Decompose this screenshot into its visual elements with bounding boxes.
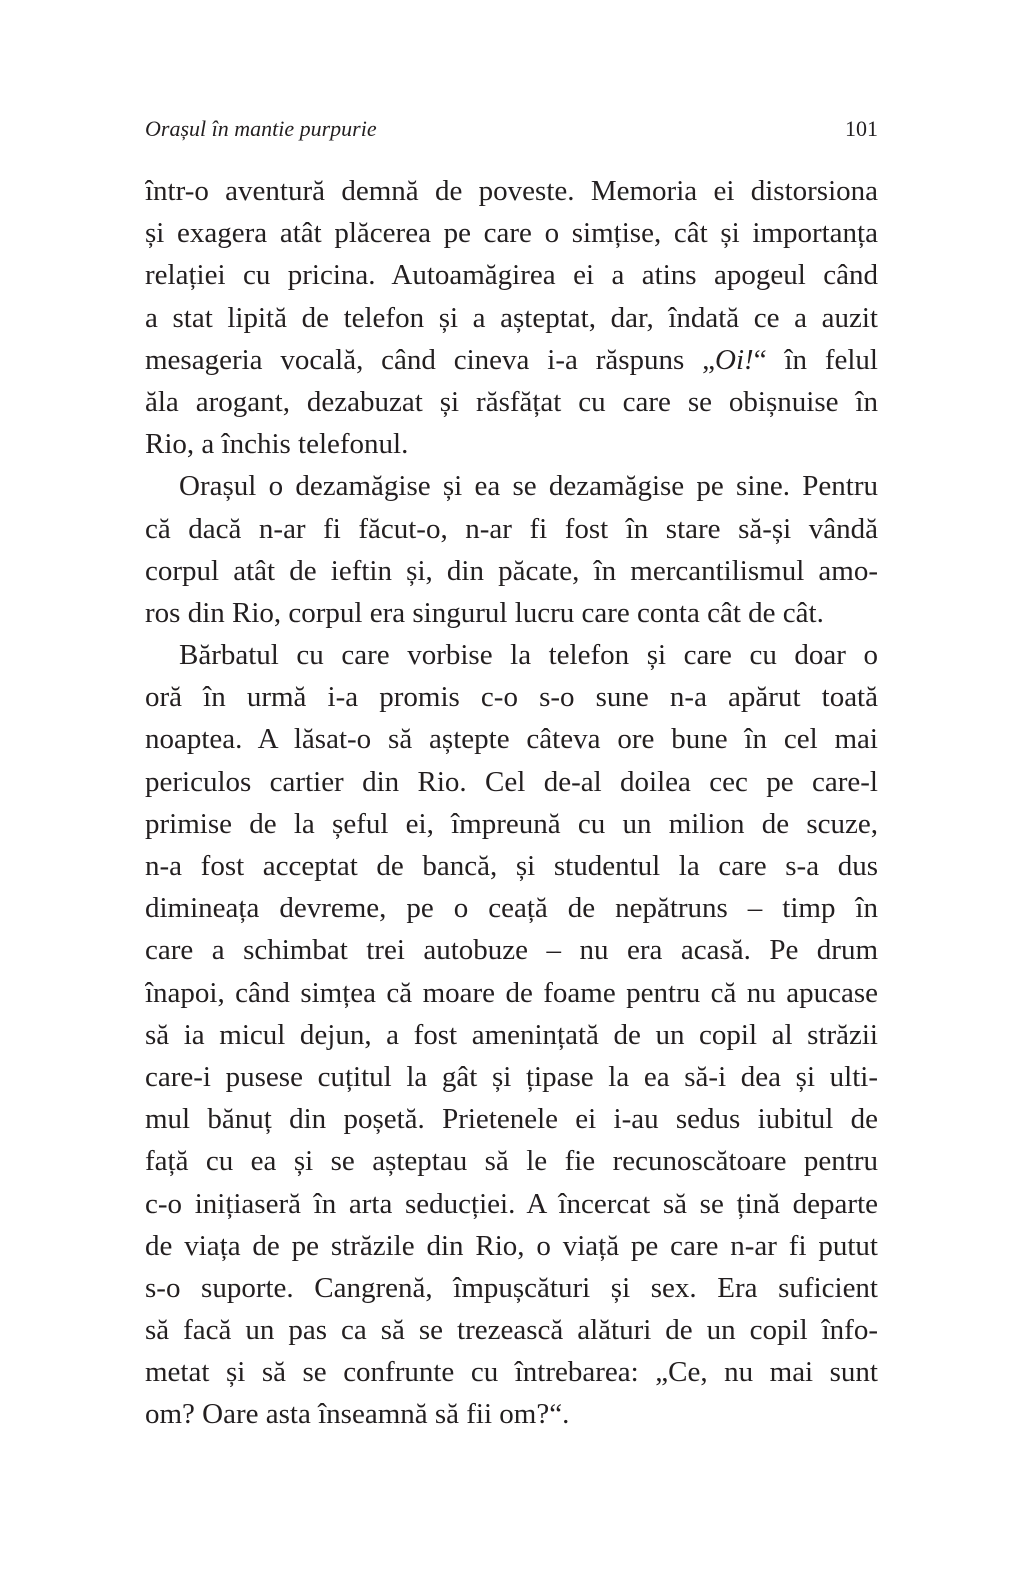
text-line: înapoi, când simțea că moare de foame pentru că nu apucase	[145, 976, 878, 1009]
text-line: de viața de pe străzile din Rio, o viață pe care n-ar fi putut	[145, 1229, 878, 1262]
paragraph	[145, 170, 878, 465]
text-line: să ia micul dejun, a fost amenințată de un copil al străzii	[145, 1018, 878, 1051]
text-line: periculos cartier din Rio. Cel de-al doilea cec pe care-l	[145, 765, 878, 798]
text-line: ăla arogant, dezabuzat și răsfățat cu care se obișnuise în	[145, 385, 878, 418]
text-line: dimineața devreme, pe o ceață de nepătruns – timp în	[145, 892, 878, 925]
text-line: să facă un pas ca să se trezească alături de un copil înfo-	[145, 1314, 878, 1347]
text-line: Rio, a închis telefonul.	[145, 428, 409, 461]
text-line: oră în urmă i-a promis c-o s-o sune n-a apărut toată	[145, 681, 878, 714]
paragraph	[145, 634, 878, 1436]
text-segment: “ în felul	[753, 343, 878, 376]
text-line: că dacă n-ar fi făcut-o, n-ar fi fost în stare să-și vândă	[145, 512, 878, 545]
text-line: într-o aventură demnă de poveste. Memoria ei distorsiona	[145, 175, 878, 207]
paragraph	[145, 465, 878, 634]
text-line: corpul atât de ieftin și, din păcate, în mercantilismul amo-	[145, 554, 878, 587]
text-line: față cu ea și se așteptau să le fie recunoscătoare pentru	[145, 1145, 878, 1178]
body-text	[145, 170, 878, 1436]
text-line: noaptea. A lăsat-o să aștepte câteva ore bune în cel mai	[145, 723, 878, 756]
text-line: relației cu pricina. Autoamăgirea ei a atins apogeul când	[145, 259, 878, 292]
running-title: Orașul în mantie purpurie	[145, 116, 377, 141]
text-line: ros din Rio, corpul era singurul lucru care conta cât de cât.	[145, 596, 824, 629]
text-line: primise de la șeful ei, împreună cu un milion de scuze,	[145, 807, 878, 840]
text-line: mul bănuț din poșetă. Prietenele ei i-au sedus iubitul de	[145, 1103, 878, 1136]
text-line: n-a fost acceptat de bancă, și studentul la care s-a dus	[145, 850, 878, 882]
text-line: care a schimbat trei autobuze – nu era acasă. Pe drum	[145, 934, 878, 967]
text-line: și exagera atât plăcerea pe care o simțise, cât și importanța	[145, 217, 878, 250]
text-line: a stat lipită de telefon și a așteptat, dar, îndată ce a auzit	[145, 301, 878, 334]
text-line: Orașul o dezamăgise și ea se dezamăgise pe sine. Pentru	[179, 470, 878, 503]
text-line: metat și să se confrunte cu întrebarea: „Ce, nu mai sunt	[145, 1356, 878, 1389]
text-line: Bărbatul cu care vorbise la telefon și care cu doar o	[179, 639, 878, 672]
text-segment: mesageria vocală, când cineva i-a răspuns „	[145, 343, 716, 376]
text-line: care-i pusese cuțitul la gât și țipase la ea să-i dea și ulti-	[145, 1060, 878, 1093]
text-line: c-o inițiaseră în arta seducției. A încercat să se țină departe	[145, 1187, 878, 1220]
text-line: om? Oare asta înseamnă să fii om?“.	[145, 1398, 570, 1431]
running-head	[145, 116, 878, 146]
italic-text: Oi!	[715, 343, 754, 376]
text-line: s-o suporte. Cangrenă, împușcături și sex. Era suficient	[145, 1271, 878, 1304]
page-number: 101	[845, 116, 878, 141]
text-line	[145, 339, 878, 381]
